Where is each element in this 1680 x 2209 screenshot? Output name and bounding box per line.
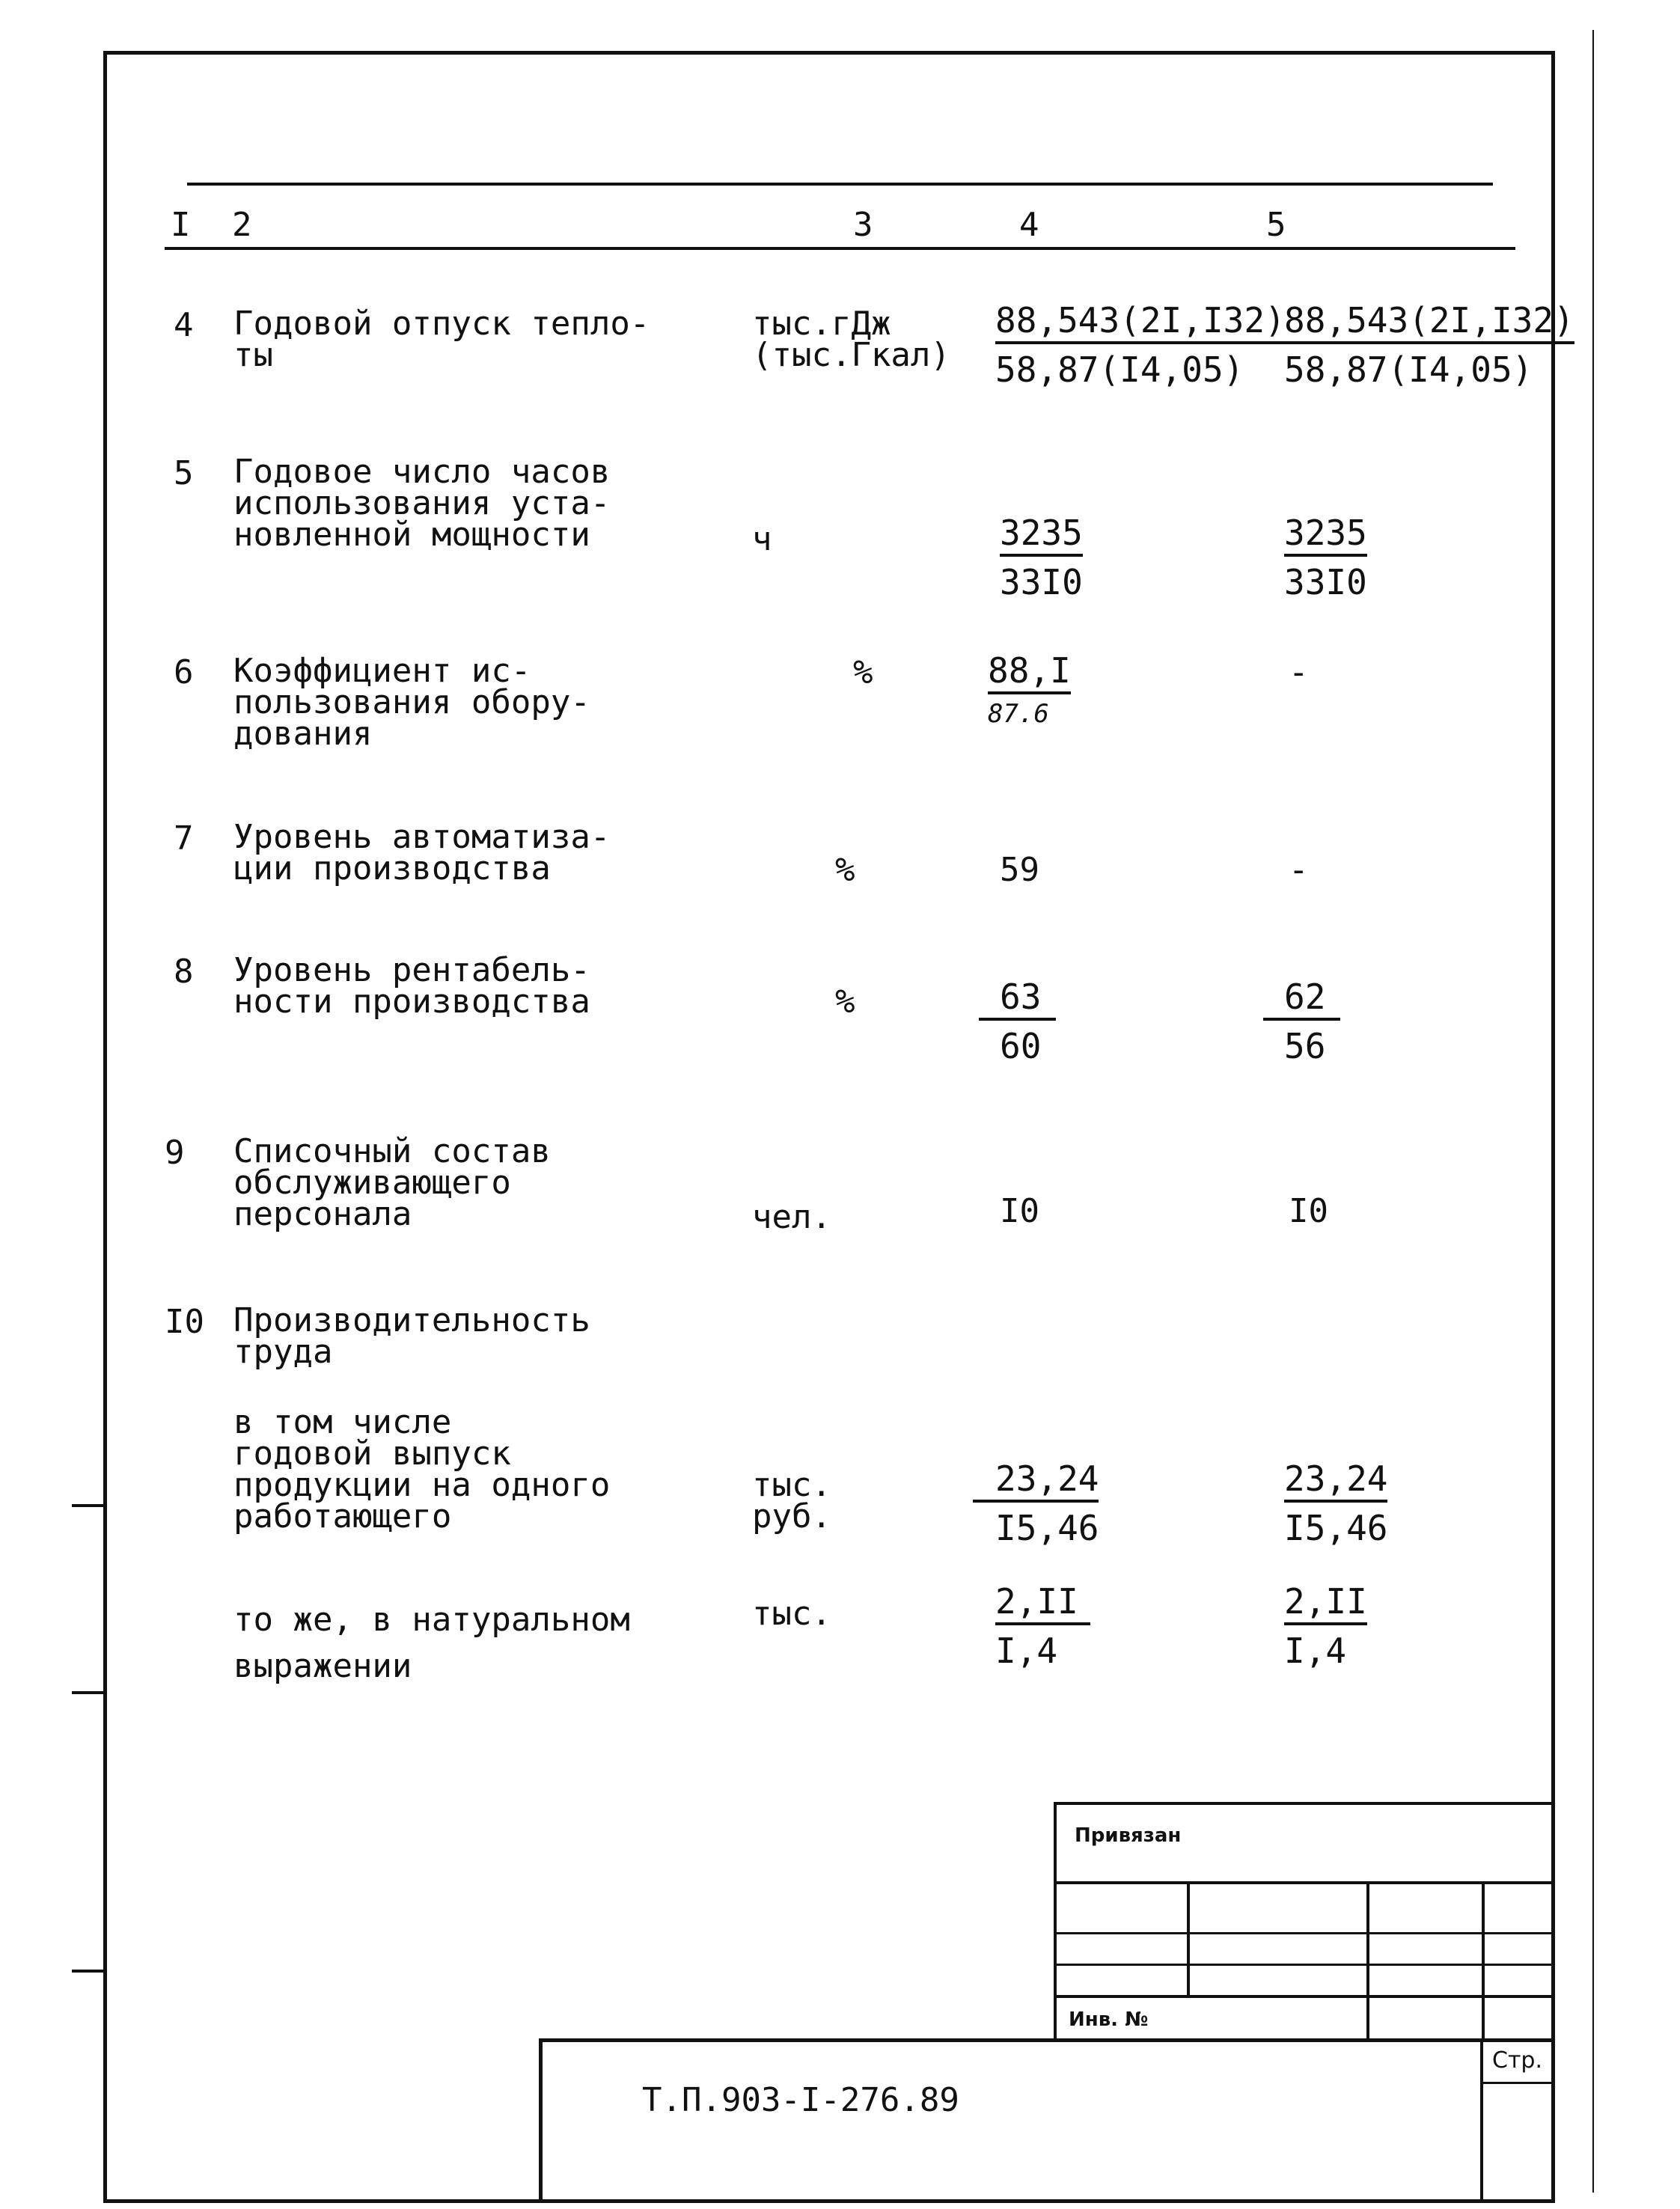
stamp-privyazan-label: Привязан — [1075, 1824, 1182, 1847]
row-col4-fraction — [1000, 515, 1083, 600]
row-col5-value: - — [1289, 653, 1309, 691]
header-col-3: 3 — [853, 206, 873, 244]
row-number: 8 — [174, 953, 194, 991]
row-unit: % — [835, 851, 855, 889]
row-name: Годовое число часов использования уста- новленной мощности — [233, 453, 611, 554]
row-number: 7 — [174, 819, 194, 858]
row-number: 5 — [174, 454, 194, 492]
fraction-denominator: 87.6 — [988, 699, 1049, 729]
row-col5-fraction — [1284, 302, 1574, 388]
row-name: то же, в натуральном выражении — [233, 1601, 630, 1685]
row-unit: тыс. — [752, 1595, 831, 1633]
fraction-numerator: 2,II — [995, 1583, 1090, 1625]
row-number: 6 — [174, 653, 194, 691]
row-unit: ч — [752, 520, 772, 558]
document-code: Т.П.903-I-276.89 — [642, 2081, 959, 2119]
fraction-denominator: 33I0 — [1284, 562, 1367, 602]
fraction-denominator: 60 — [1000, 1026, 1042, 1066]
row-col4-fraction — [979, 979, 1056, 1064]
fraction-numerator: 3235 — [1000, 515, 1083, 557]
header-top-rule — [187, 183, 1493, 186]
row-unit: % — [835, 983, 855, 1021]
fraction-denominator: I5,46 — [995, 1508, 1099, 1548]
frame-left — [103, 51, 107, 2203]
row-unit: чел. — [752, 1198, 831, 1236]
row-col4-value: 59 — [1000, 851, 1039, 889]
fraction-denominator: I5,46 — [1284, 1508, 1388, 1548]
header-col-2: 2 — [232, 206, 252, 244]
row-col4-fraction — [988, 650, 1071, 732]
frame-bottom — [103, 2199, 1555, 2203]
fraction-numerator: 23,24 — [973, 1461, 1099, 1503]
row-unit: тыс.гДж (тыс.Гкал) — [752, 305, 950, 374]
header-col-1: I — [171, 206, 191, 244]
row-number: 9 — [165, 1134, 185, 1172]
row-name: Уровень автоматиза- ции производства — [233, 818, 611, 887]
row-col4-fraction — [973, 1458, 1099, 1548]
row-col4-fraction — [995, 1583, 1090, 1669]
row-number: 4 — [174, 306, 194, 344]
fraction-denominator: I,4 — [1284, 1631, 1347, 1671]
row-number: I0 — [165, 1303, 204, 1341]
row-col4-value: I0 — [1000, 1192, 1039, 1230]
row-col5-fraction — [1263, 979, 1340, 1064]
row-name: Уровень рентабель- ности производства — [233, 951, 590, 1021]
row-name: Списочный состав обслуживающего персонала — [233, 1132, 551, 1233]
row-col5-value: I0 — [1289, 1192, 1328, 1230]
fraction-denominator: 33I0 — [1000, 562, 1083, 602]
row-col4-fraction — [995, 302, 1286, 388]
outer-right-rule — [1592, 30, 1594, 2193]
fraction-denominator: 58,87(I4,05) — [995, 349, 1244, 390]
row-unit: % — [853, 653, 873, 691]
row-name: в том числе годовой выпуск продукции на одного работающего — [233, 1403, 611, 1536]
fraction-numerator: 88,I — [988, 653, 1071, 694]
row-col5-value: - — [1289, 851, 1309, 889]
fraction-numerator: 88,543(2I,I32) — [995, 302, 1286, 344]
row-name: Коэффициент ис- пользования обору- дования — [233, 652, 590, 753]
fraction-numerator: 3235 — [1284, 515, 1367, 557]
margin-tick-2 — [72, 1691, 105, 1694]
row-unit: тыс. руб. — [752, 1466, 831, 1536]
frame-top — [103, 51, 1555, 55]
fraction-numerator: 62 — [1263, 979, 1340, 1021]
fraction-numerator: 63 — [979, 979, 1056, 1021]
fraction-numerator: 2,II — [1284, 1583, 1367, 1625]
header-col-5: 5 — [1266, 206, 1286, 244]
margin-tick-1 — [72, 1504, 105, 1507]
fraction-denominator: 58,87(I4,05) — [1284, 349, 1533, 390]
fraction-denominator: I,4 — [995, 1631, 1058, 1671]
margin-tick-3 — [72, 1970, 105, 1973]
row-col5-fraction — [1284, 1458, 1388, 1548]
row-col5-fraction — [1284, 515, 1367, 600]
stamp-inv-no-label: Инв. № — [1069, 2008, 1149, 2031]
fraction-numerator: 88,543(2I,I32) — [1284, 302, 1574, 344]
row-name: Производительность труда — [233, 1301, 590, 1371]
fraction-denominator: 56 — [1284, 1026, 1326, 1066]
header-col-4: 4 — [1019, 206, 1039, 244]
fraction-numerator: 23,24 — [1284, 1461, 1387, 1503]
stamp-page-label: Стр. — [1492, 2047, 1543, 2074]
header-bottom-rule — [165, 247, 1515, 250]
row-col5-fraction — [1284, 1583, 1367, 1669]
row-name: Годовой отпуск тепло- ты — [233, 305, 650, 374]
